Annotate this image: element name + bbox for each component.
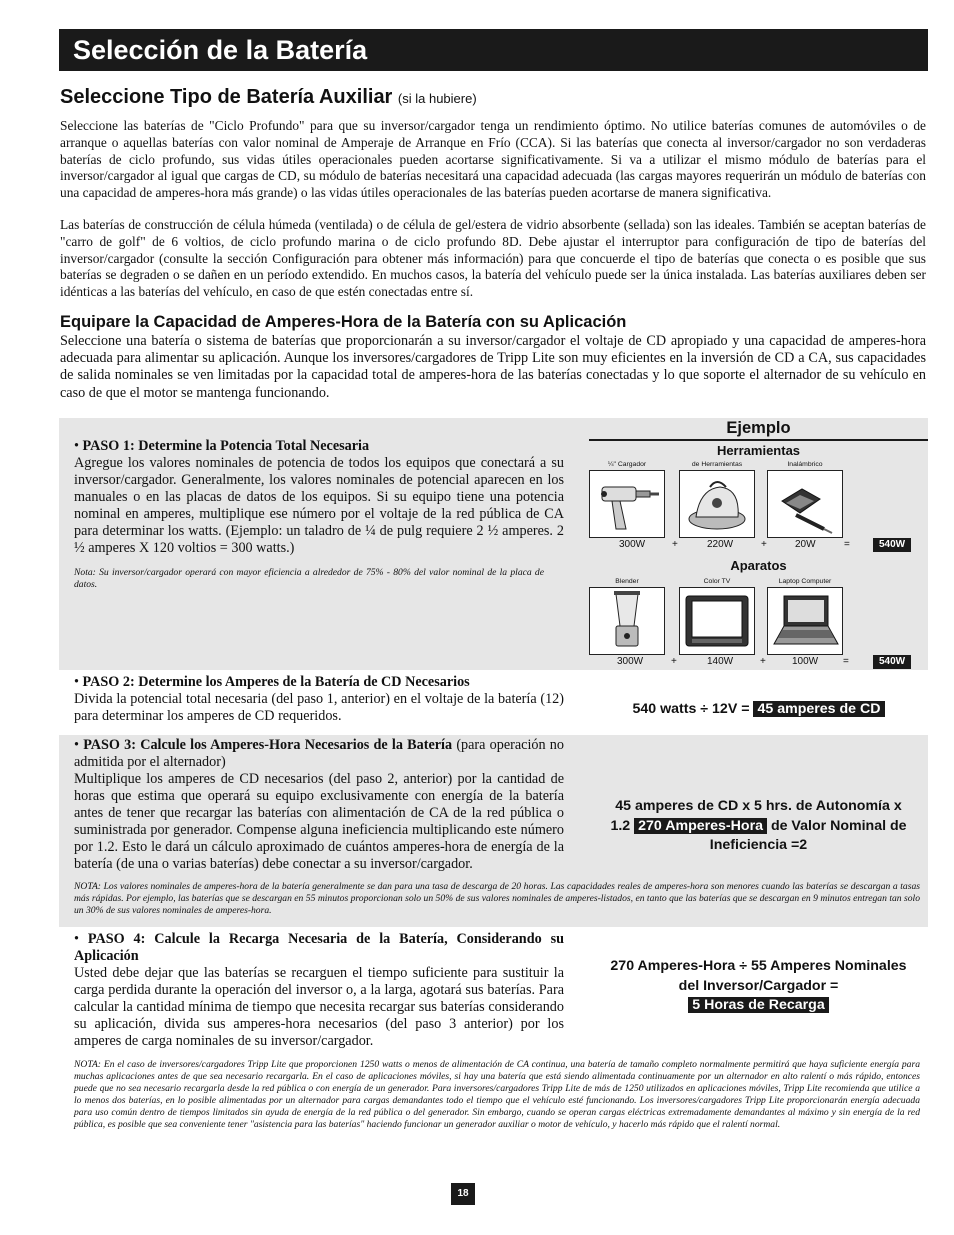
step2-title: PASO 2: Determine los Amperes de la Batería de CD Necesarios — [82, 674, 470, 690]
tool-cordless — [767, 460, 843, 538]
appliance-laptop — [767, 577, 843, 655]
page-number: 18 — [451, 1183, 475, 1205]
tools-values-row — [589, 538, 928, 552]
step3-calc-line3: Ineficiencia =2 — [709, 837, 808, 853]
page-title: Selección de la Batería — [73, 35, 368, 65]
step3-calc-pre: 1.2 — [610, 817, 631, 834]
step3-body: Multiplique los amperes de CD necesarios (del paso 2, anterior) por la cantidad de horas que estima que operará su equipo exclusivamente con energía de la batería antes de tener que recargar las baterías con alimentación de CA de la red pública o suministrada por generador. Compense alguna ineficiencia multiplicando este número por 1.2. Esto le dará un cálculo aproximado de cuántos amperes-hora de energía de la batería (de una o varias baterías) debe conectar a su inversor/cargador. — [74, 771, 564, 872]
step3-title-suffix: (para operación no admitida por el alternador) — [74, 737, 564, 770]
tools-heading: Herramientas — [716, 443, 801, 458]
step2-body: Divida la potencial total necesaria (del paso 1, anterior) en el voltaje de la batería (12) para determinar los amperes de CD requeridos. — [74, 691, 564, 724]
tool-drill-watts: 300W — [619, 539, 646, 550]
sander-icon — [679, 470, 755, 538]
appliance-laptop-label: Laptop Computer — [778, 578, 832, 585]
example-divider — [589, 439, 928, 441]
step3-title: PASO 3: Calcule los Amperes-Hora Necesarios de la Batería — [83, 737, 453, 753]
tool-drill — [589, 460, 665, 538]
example-heading: Ejemplo — [726, 419, 791, 437]
step4-text: • PASO 4: Calcule la Recarga Necesaria de la Batería, Considerando su Aplicación Usted debe dejar que las baterías se recarguen el tiempo suficiente para sustituir la carga perdida durante la operación del inversor o, a la larga, agotará sus baterías. Para calcular la cantidad mínima de tiempo que necesita recargar sus baterías considerando su aplicación, divida sus amperes-hora necesarios (del paso 3 anterior) por los amperes de carga nominales de su inversor/cargador. — [74, 931, 564, 1049]
appliance-tv-watts: 140W — [707, 656, 734, 667]
laptop-icon — [767, 587, 843, 655]
step1-body: Agregue los valores nominales de potencia de todos los equipos que conectará a su inversor/cargador. Generalmente, los valores nominales de potencial aparecen en los manuales o en las placas de datos de los equipos. Si su equipo tiene una potencia nominal en amperes, multiplique ese número por el voltaje de la red pública de CA para determinar los watts. (Ejemplo: un taladro de ¼ de pulg requiere 2 ½ amperes. 2 ½ amperes X 120 voltios = 300 watts.) — [74, 455, 564, 556]
blender-icon — [589, 587, 665, 655]
step2-calc — [589, 700, 928, 720]
tool-cordless-watts: 20W — [795, 539, 816, 550]
step4-body: Usted debe dejar que las baterías se recarguen el tiempo suficiente para sustituir la carga perdida durante la operación del inversor o, a la larga, agotará sus baterías. Para calcular la cantidad mínima de tiempo que necesita recargar sus baterías considerando su aplicación, divida sus amperes-hora necesarios (del paso 3 anterior) por los amperes de carga nominales de su inversor/cargador. — [74, 965, 564, 1049]
section2-paragraph: Seleccione una batería o sistema de baterías que proporcionarán a su inversor/cargador el voltaje de CD apropiado y una capacidad de amperes-hora adecuada para alimentar su aplicación. Aunque los inversores/cargadores de Tripp Lite son muy eficientes en la inversión de CD a CA, sus capacidades de salida nominales se ven limitadas por la capacidad total de amperes-hora de las baterías conectadas y lo que soporte el alternador de su vehículo en caso de que el motor se mantenga funcionando. — [60, 333, 926, 401]
section1-paragraph-1: Seleccione las baterías de "Ciclo Profundo" para que su inversor/cargador tenga un rendimiento óptimo. No utilice baterías comunes de automóviles o de arranque o aquellas baterías con valor nominal de Amperaje de Arranque en Frío (CCA). Si las baterías que conecta al inversor/cargador no son verdaderas baterías de ciclo profundo, sus vidas útiles operacionales pueden acortarse significativamente. Si va a utilizar el mismo módulo de baterías para el inversor/cargador al igual que cargas de CD, su módulo de baterías necesitará una capacidad adecuada (las cargas mayores requerirán un módulo de baterías con una capacidad de amperes-hora más grande) o las vidas útiles operacionales de las baterías pueden acortarse de manera significativa. — [60, 118, 926, 201]
step2-text: • PASO 2: Determine los Amperes de la Batería de CD Necesarios Divida la potencial total necesaria (del paso 1, anterior) en el voltaje de la batería (12) para determinar los amperes de CD requeridos. — [74, 674, 564, 724]
title-bar — [59, 29, 928, 71]
appliance-tv-label: Color TV — [703, 578, 731, 585]
appliances-values-row — [589, 655, 928, 669]
section2-heading: Equipare la Capacidad de Amperes-Hora de la Batería con su Aplicación — [60, 313, 627, 331]
tool-cordless-label: Inalámbrico — [787, 461, 823, 468]
equals-sign: = — [843, 656, 849, 667]
section1-paragraph-2: Las baterías de construcción de célula húmeda (ventilada) o de célula de gel/estera de vidrio absorbente (sellada) son las ideales. También se aceptan baterías de "carro de golf" de 6 voltios, de ciclo profundo marina o de ciclo profundo 8D. Debe ajustar el interruptor para configuración de tipo de baterías del inversor/cargador (consulte la sección Configuración para obtener más información) para que concuerde el tipo de baterías que conecta o es posible que sus baterías se degraden o se dañen en un período extendido. En muchos casos, la batería del vehículo puede ser la única instalada. Las baterías auxiliares deben ser idénticas a las baterías del vehículo, en caso de que estén conectadas entre sí. — [60, 217, 926, 300]
appliance-blender — [589, 577, 665, 655]
appliance-tv — [679, 577, 755, 655]
appliance-blender-watts: 300W — [617, 656, 644, 667]
tool-drill-label: ¼" Cargador — [607, 461, 647, 468]
section1-heading-text: Seleccione Tipo de Batería Auxiliar — [60, 86, 393, 108]
appliances-heading: Aparatos — [730, 558, 787, 573]
step4-calc-line1: 270 Amperes-Hora ÷ 55 Amperes Nominales — [610, 958, 907, 974]
tool-sander-watts: 220W — [707, 539, 734, 550]
appliances-total: 540W — [873, 655, 911, 669]
tool-sander-label: de Herramientas — [691, 461, 743, 468]
cordless-charger-icon — [767, 470, 843, 538]
step2-calc-result: 45 amperes de CD — [753, 701, 884, 717]
appliance-laptop-watts: 100W — [792, 656, 819, 667]
step1-text: • PASO 1: Determine la Potencia Total Necesaria Agregue los valores nominales de potencia de todos los equipos que conectará a su inversor/cargador. Generalmente, los valores nominales de potencial aparecen en los manuales o en las placas de datos de los equipos. Si su equipo tiene una potencia nominal en amperes, multiplique ese número por el voltaje de la red pública de CA para determinar los watts. (Ejemplo: un taladro de ¼ de pulg requiere 2 ½ amperes. 2 ½ amperes X 120 voltios = 300 watts.) — [74, 438, 564, 556]
step3-calc — [589, 797, 928, 856]
tools-total: 540W — [873, 538, 911, 552]
step4-calc — [589, 957, 928, 1016]
plus-sign: + — [671, 656, 677, 667]
section1-heading — [60, 86, 477, 109]
step3-calc-result: 270 Amperes-Hora — [634, 818, 767, 834]
step1-note: Nota: Su inversor/cargador operará con mayor eficiencia a alrededor de 75% - 80% del valor nominal de la placa de datos. — [74, 567, 544, 590]
step4-title: PASO 4: Calcule la Recarga Necesaria de la Batería, Considerando su Aplicación — [74, 931, 564, 964]
step3-text: • PASO 3: Calcule los Amperes-Hora Necesarios de la Batería (para operación no admitida por el alternador) Multiplique los amperes de CD necesarios (del paso 2, anterior) por la cantidad de horas que estima que operará su equipo exclusivamente con energía de la batería antes de tener que recargar las baterías con alimentación de CA de la red pública o suministrada por generador. Compense alguna ineficiencia multiplicando este número por 1.2. Esto le dará un cálculo aproximado de cuántos amperes-hora de energía de la batería (de una o varias baterías) debe conectar a su inversor/cargador. — [74, 737, 564, 872]
step1-title: PASO 1: Determine la Potencia Total Necesaria — [82, 438, 370, 454]
drill-icon — [589, 470, 665, 538]
equals-sign: = — [844, 539, 850, 550]
step3-calc-post: de Valor Nominal de — [770, 817, 907, 834]
step4-note: NOTA: En el caso de inversores/cargadores Tripp Lite que proporcionen 1250 watts o menos de alimentación de CA continua, una batería de tamaño completo normalmente permitirá que haya suficiente energía para muchas aplicaciones antes de que sea necesario recargarla. En el caso de aplicaciones móviles, si hay una batería que está siendo alimentada continuamente por un alternador en alto ralentí o más rápido, entonces puede que no sea necesario recargarla desde la red pública o con energía de un generador. Para inversores/cargadores Tripp Lite de más de 1250 utilizados en aplicaciones móviles, Tripp Lite recomienda que utilice a lo menos dos baterías, en lo posible alimentadas por un alternador para cargas demandantes todo el tiempo que el vehículo esté funcionando. Los inversores/cargadores Tripp Lite proporcionarán energía adecuada para uso común dentro de tiempos limitados sin ayuda de energía de la red pública o del generador. Sin embargo, cuando se operan cargas eléctricas extremadamente demandantes al máximo y sin energía de la red pública, es posible que sea conveniente tener "asistencia para las baterías" haciendo funcionar un generador auxiliar o motor de vehículo, y hacerlo más rápido que el ralentí normal. — [74, 1059, 920, 1130]
step3-calc-line1: 45 amperes de CD x 5 hrs. de Autonomía x — [615, 798, 902, 814]
step2-calc-prefix: 540 watts ÷ 12V = — [632, 701, 750, 717]
plus-sign: + — [760, 656, 766, 667]
step3-calc-line2 — [589, 817, 928, 837]
step3-note: NOTA: Los valores nominales de amperes-hora de la batería generalmente se dan para una tasa de descarga de 20 horas. Las capacidades reales de amperes-hora son menores cuando las baterías se descargan a tasas más rápidas. Por ejemplo, las baterías que se descargan en 55 minutos proporcionan solo un 50% de sus valores nominales de amperes-listados, en tanto que las baterías que se descargan en 9 minutos entregan tan solo un 30% de sus valores nominales de amperes-hora. — [74, 881, 920, 916]
appliance-blender-label: Blender — [615, 578, 639, 585]
plus-sign: + — [761, 539, 767, 550]
tv-icon — [679, 587, 755, 655]
step4-calc-line2: del Inversor/Cargador = — [678, 977, 839, 994]
plus-sign: + — [672, 539, 678, 550]
step4-calc-result: 5 Horas de Recarga — [688, 997, 828, 1013]
tool-sander — [679, 460, 755, 538]
section1-heading-note: (si la hubiere) — [397, 91, 477, 106]
example-box — [589, 418, 928, 670]
